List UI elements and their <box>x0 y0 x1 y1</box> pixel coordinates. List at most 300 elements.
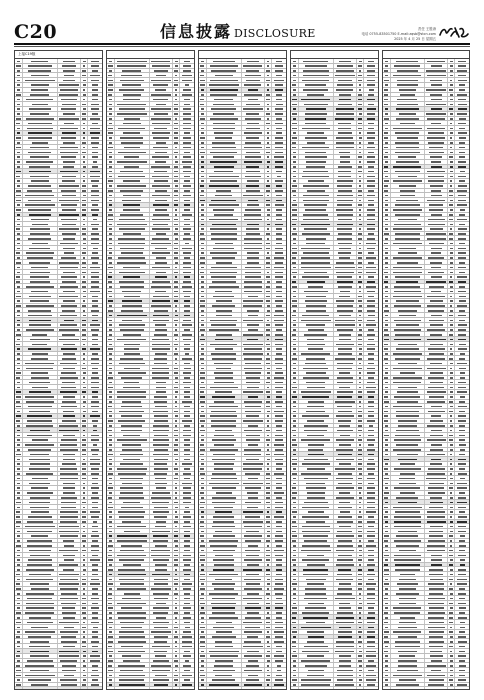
table-cell <box>81 380 88 384</box>
table-cell <box>272 510 286 514</box>
fine-print-text <box>212 636 236 638</box>
fine-print-text <box>16 415 21 417</box>
fine-print-text <box>174 113 178 115</box>
fine-print-text <box>122 291 141 293</box>
fine-print-text <box>305 156 327 158</box>
fine-print-text <box>174 296 178 298</box>
fine-print-text <box>29 262 50 264</box>
table-cell <box>207 462 242 466</box>
table-cell <box>265 639 272 643</box>
table-cell <box>272 443 286 447</box>
fine-print-text <box>92 368 99 370</box>
fine-print-text <box>210 80 238 82</box>
table-cell <box>242 548 265 552</box>
fine-print-text <box>153 411 168 413</box>
fine-print-text <box>215 348 233 350</box>
table-cell <box>107 136 115 140</box>
fine-print-text <box>83 569 86 571</box>
fine-print-text <box>31 291 48 293</box>
table-cell <box>364 304 378 308</box>
table-cell <box>242 395 265 399</box>
fine-print-text <box>201 531 205 533</box>
fine-print-text <box>243 65 262 67</box>
table-cell <box>81 577 88 581</box>
fine-print-text <box>369 89 374 91</box>
table-cell <box>180 505 194 509</box>
fine-print-text <box>275 372 284 374</box>
table-cell <box>23 198 58 202</box>
fine-print-text <box>108 507 112 509</box>
table-cell <box>364 213 378 217</box>
fine-print-text <box>201 70 204 72</box>
table-cell <box>15 683 23 687</box>
table-cell <box>207 256 242 260</box>
fine-print-text <box>276 521 281 523</box>
fine-print-text <box>336 300 354 302</box>
fine-print-text <box>214 401 234 403</box>
fine-print-text <box>109 248 112 250</box>
fine-print-text <box>184 603 190 605</box>
fine-print-text <box>108 65 113 67</box>
table-cell <box>15 390 23 394</box>
fine-print-text <box>201 142 205 144</box>
table-cell <box>173 299 180 303</box>
table-cell <box>173 265 180 269</box>
fine-print-text <box>17 617 20 619</box>
table-cell <box>180 596 194 600</box>
table-cell <box>81 462 88 466</box>
table-cell <box>180 93 194 97</box>
fine-print-text <box>29 646 50 648</box>
fine-print-text <box>336 108 354 110</box>
fine-print-text <box>247 492 258 494</box>
fine-print-text <box>182 420 192 422</box>
table-cell <box>115 505 150 509</box>
table-cell <box>265 241 272 245</box>
fine-print-text <box>211 324 236 326</box>
table-cell <box>81 587 88 591</box>
fine-print-text <box>117 439 147 441</box>
table-cell <box>265 486 272 490</box>
fine-print-text <box>183 171 191 173</box>
fine-print-text <box>108 660 113 662</box>
fine-print-text <box>118 238 145 240</box>
fine-print-text <box>276 195 283 197</box>
table-cell <box>291 299 299 303</box>
fine-print-text <box>82 425 85 427</box>
table-cell <box>81 251 88 255</box>
fine-print-text <box>153 224 168 226</box>
table-cell <box>115 385 150 389</box>
fine-print-text <box>266 185 270 187</box>
table-cell <box>23 328 58 332</box>
table-cell <box>199 213 207 217</box>
fine-print-text <box>359 142 362 144</box>
table-cell <box>180 131 194 135</box>
fine-print-text <box>119 272 145 274</box>
table-cell <box>364 203 378 207</box>
fine-print-text <box>118 574 146 576</box>
table-cell <box>58 462 81 466</box>
fine-print-text <box>25 396 54 398</box>
fine-print-text <box>201 679 204 681</box>
fine-print-text <box>183 147 191 149</box>
table-cell <box>88 630 102 634</box>
table-cell <box>58 198 81 202</box>
meta-contact: 电话 0755-83501750 E-mail:zqsb@stcn.com <box>361 32 436 36</box>
fine-print-text <box>210 94 237 96</box>
fine-print-text <box>174 334 178 336</box>
fine-print-text <box>16 612 20 614</box>
table-cell <box>180 97 194 101</box>
fine-print-text <box>266 555 269 557</box>
fine-print-text <box>248 329 259 331</box>
fine-print-text <box>63 300 76 302</box>
table-cell <box>23 587 58 591</box>
table-cell <box>265 654 272 658</box>
fine-print-text <box>155 209 167 211</box>
fine-print-text <box>152 65 170 67</box>
fine-print-text <box>274 156 283 158</box>
fine-print-text <box>26 252 54 254</box>
table-cell <box>58 438 81 442</box>
fine-print-text <box>63 646 76 648</box>
table-cell <box>88 73 102 77</box>
fine-print-text <box>82 627 86 629</box>
table-cell <box>357 73 364 77</box>
fine-print-text <box>153 320 170 322</box>
fine-print-text <box>245 276 260 278</box>
table-cell <box>272 491 286 495</box>
continued-label: 上接C19版 <box>15 51 102 59</box>
fine-print-text <box>214 444 234 446</box>
table-cell <box>58 342 81 346</box>
fine-print-text <box>266 70 270 72</box>
fine-print-text <box>247 651 259 653</box>
table-cell <box>199 179 207 183</box>
table-cell <box>15 69 23 73</box>
table-cell <box>242 184 265 188</box>
fine-print-text <box>212 439 236 441</box>
fine-print-text <box>17 569 20 571</box>
section-title-cn: 信息披露 <box>160 22 233 41</box>
table-cell <box>242 486 265 490</box>
fine-print-text <box>60 598 77 600</box>
table-cell <box>88 683 102 687</box>
table-cell <box>115 284 150 288</box>
fine-print-text <box>153 296 169 298</box>
table-column-3 <box>198 50 287 690</box>
table-cell <box>15 97 23 101</box>
table-cell <box>23 189 58 193</box>
fine-print-text <box>29 411 50 413</box>
table-cell <box>173 558 180 562</box>
table-cell <box>150 189 173 193</box>
table-cell <box>207 404 242 408</box>
fine-print-text <box>108 569 112 571</box>
fine-print-text <box>92 123 99 125</box>
fine-print-text <box>83 631 85 633</box>
fine-print-text <box>109 176 112 178</box>
table-cell <box>23 395 58 399</box>
table-cell <box>334 198 357 202</box>
table-cell <box>173 83 180 87</box>
fine-print-text <box>200 535 204 537</box>
table-cell <box>115 251 150 255</box>
fine-print-text <box>266 204 270 206</box>
fine-print-text <box>201 550 205 552</box>
table-cell <box>115 620 150 624</box>
fine-print-text <box>305 113 327 115</box>
fine-print-text <box>182 334 192 336</box>
fine-print-text <box>211 267 237 269</box>
table-cell <box>58 165 81 169</box>
fine-print-text <box>275 363 282 365</box>
table-cell <box>88 500 102 504</box>
fine-print-text <box>184 670 191 672</box>
table-cell <box>150 88 173 92</box>
table-cell <box>107 543 115 547</box>
fine-print-text <box>174 555 177 557</box>
table-cell <box>180 361 194 365</box>
fine-print-text <box>82 70 85 72</box>
table-cell <box>299 265 334 269</box>
fine-print-text <box>200 377 205 379</box>
fine-print-text <box>117 262 146 264</box>
fine-print-text <box>358 233 362 235</box>
table-cell <box>173 649 180 653</box>
table-row <box>107 687 194 690</box>
fine-print-text <box>244 286 262 288</box>
fine-print-text <box>108 128 112 130</box>
fine-print-text <box>92 204 99 206</box>
fine-print-text <box>183 267 191 269</box>
table-cell <box>115 160 150 164</box>
fine-print-text <box>175 473 178 475</box>
table-cell <box>364 83 378 87</box>
fine-print-text <box>92 391 97 393</box>
table-cell <box>242 529 265 533</box>
table-cell <box>88 615 102 619</box>
table-cell <box>115 529 150 533</box>
table-cell <box>272 179 286 183</box>
table-cell <box>88 601 102 605</box>
table-cell <box>299 184 334 188</box>
table-cell <box>207 328 242 332</box>
fine-print-text <box>109 382 112 384</box>
fine-print-text <box>275 502 283 504</box>
fine-print-text <box>293 94 296 96</box>
fine-print-text <box>302 233 330 235</box>
table-cell <box>265 69 272 73</box>
fine-print-text <box>62 281 76 283</box>
table-cell <box>242 241 265 245</box>
table-cell <box>23 582 58 586</box>
fine-print-text <box>92 670 98 672</box>
fine-print-text <box>276 391 282 393</box>
fine-print-text <box>292 190 296 192</box>
fine-print-text <box>156 272 166 274</box>
fine-print-text <box>245 406 260 408</box>
fine-print-text <box>292 305 296 307</box>
table-cell <box>173 424 180 428</box>
fine-print-text <box>276 200 283 202</box>
table-cell <box>334 131 357 135</box>
table-cell <box>207 308 242 312</box>
table-cell <box>88 308 102 312</box>
table-cell <box>81 136 88 140</box>
table-cell <box>265 347 272 351</box>
table-cell <box>265 620 272 624</box>
table-cell <box>180 486 194 490</box>
table-cell <box>207 121 242 125</box>
table-cell <box>265 217 272 221</box>
table-cell <box>58 515 81 519</box>
table-cell <box>150 136 173 140</box>
table-cell <box>265 97 272 101</box>
table-cell <box>23 673 58 677</box>
table-cell <box>357 280 364 284</box>
table-cell <box>207 385 242 389</box>
fine-print-text <box>175 497 177 499</box>
table-cell <box>265 371 272 375</box>
fine-print-text <box>359 132 361 134</box>
fine-print-text <box>200 588 205 590</box>
table-cell <box>207 496 242 500</box>
fine-print-text <box>29 214 51 216</box>
table-cell <box>58 294 81 298</box>
table-cell <box>242 265 265 269</box>
table-cell <box>242 107 265 111</box>
table-cell <box>107 515 115 519</box>
table-cell <box>88 347 102 351</box>
table-cell <box>23 347 58 351</box>
fine-print-text <box>337 204 352 206</box>
fine-print-text <box>64 627 74 629</box>
fine-print-text <box>359 176 361 178</box>
table-cell <box>58 366 81 370</box>
table-cell <box>291 73 299 77</box>
table-cell <box>272 385 286 389</box>
table-cell <box>115 241 150 245</box>
fine-print-text <box>62 233 76 235</box>
table-cell <box>107 184 115 188</box>
table-cell <box>272 117 286 121</box>
fine-print-text <box>174 435 178 437</box>
fine-print-text <box>307 142 325 144</box>
table-cell <box>107 213 115 217</box>
table-cell <box>334 141 357 145</box>
table-cell <box>199 654 207 658</box>
fine-print-text <box>175 228 178 230</box>
table-cell <box>115 606 150 610</box>
fine-print-text <box>60 363 77 365</box>
table-cell <box>299 193 334 197</box>
table-cell <box>81 64 88 68</box>
fine-print-text <box>118 257 145 259</box>
table-cell <box>15 160 23 164</box>
table-cell <box>58 232 81 236</box>
table-cell <box>265 352 272 356</box>
table-cell <box>150 145 173 149</box>
fine-print-text <box>59 550 78 552</box>
table-cell <box>150 121 173 125</box>
table-cell <box>207 630 242 634</box>
table-cell <box>81 615 88 619</box>
table-cell <box>291 155 299 159</box>
table-cell <box>180 150 194 154</box>
fine-print-text <box>276 564 282 566</box>
fine-print-text <box>16 391 20 393</box>
table-cell <box>173 668 180 672</box>
fine-print-text <box>63 555 74 557</box>
fine-print-text <box>17 387 20 389</box>
table-cell <box>199 582 207 586</box>
fine-print-text <box>200 272 204 274</box>
table-cell <box>265 169 272 173</box>
table-cell <box>115 649 150 653</box>
fine-print-text <box>175 310 177 312</box>
table-cell <box>334 179 357 183</box>
table-cell <box>180 644 194 648</box>
fine-print-text <box>244 631 262 633</box>
fine-print-text <box>83 132 85 134</box>
fine-print-text <box>201 689 204 690</box>
fine-print-text <box>214 435 234 437</box>
table-cell <box>180 299 194 303</box>
fine-print-text <box>200 391 204 393</box>
table-cell <box>23 534 58 538</box>
fine-print-text <box>267 305 270 307</box>
fine-print-text <box>25 665 54 667</box>
fine-print-text <box>174 468 178 470</box>
table-cell <box>81 596 88 600</box>
table-cell <box>180 337 194 341</box>
table-cell <box>173 141 180 145</box>
fine-print-text <box>175 574 177 576</box>
fine-print-text <box>152 339 169 341</box>
table-cell <box>242 380 265 384</box>
fine-print-text <box>183 185 190 187</box>
fine-print-text <box>267 435 270 437</box>
table-cell <box>150 284 173 288</box>
fine-print-text <box>175 598 178 600</box>
table-cell <box>242 615 265 619</box>
fine-print-text <box>151 550 170 552</box>
table-cell <box>107 299 115 303</box>
fine-print-text <box>201 228 204 230</box>
table-cell <box>81 270 88 274</box>
fine-print-text <box>274 377 283 379</box>
fine-print-text <box>184 104 190 106</box>
fine-print-text <box>243 598 262 600</box>
fine-print-text <box>184 459 191 461</box>
table-cell <box>242 304 265 308</box>
fine-print-text <box>17 224 21 226</box>
table-cell <box>58 467 81 471</box>
table-cell <box>23 165 58 169</box>
fine-print-text <box>83 89 86 91</box>
fine-print-text <box>213 627 234 629</box>
fine-print-text <box>292 99 296 101</box>
fine-print-text <box>154 516 167 518</box>
table-cell <box>23 649 58 653</box>
fine-print-text <box>62 612 76 614</box>
table-cell <box>115 313 150 317</box>
fine-print-text <box>267 588 269 590</box>
table-cell <box>81 69 88 73</box>
fine-print-text <box>120 550 144 552</box>
